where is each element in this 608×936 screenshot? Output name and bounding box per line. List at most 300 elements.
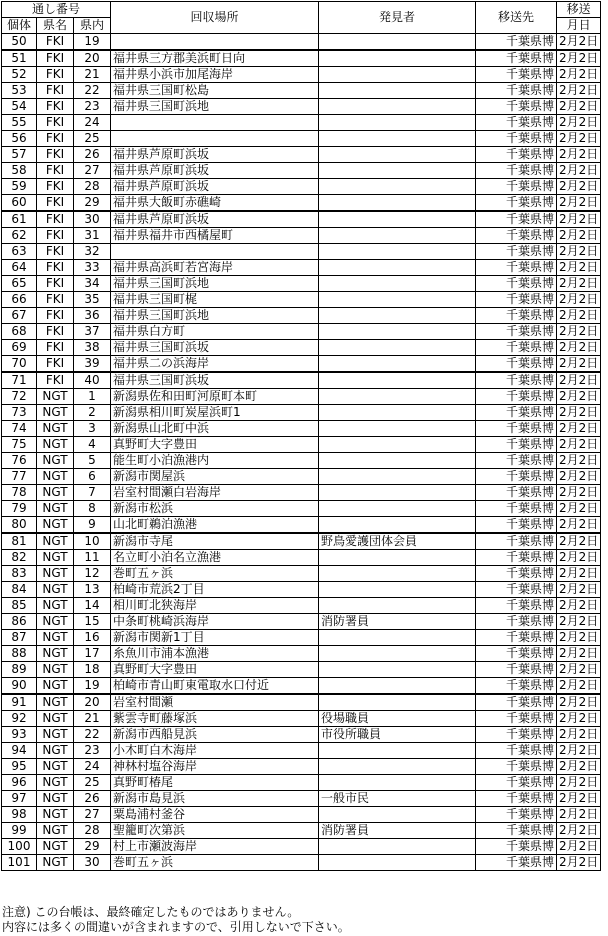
- cell-finder: [319, 292, 476, 308]
- ledger-body: [2, 34, 601, 871]
- cell-location: 岩室村間瀬白岩海岸: [111, 485, 319, 501]
- cell-location: 真野町大字豊田: [111, 662, 319, 678]
- cell-destination: 千葉県博: [476, 566, 557, 582]
- cell-individual: 61: [2, 211, 37, 228]
- cell-prefecture: NGT: [37, 453, 74, 469]
- cell-date: 2月2日: [557, 485, 601, 501]
- cell-prefecture: NGT: [37, 646, 74, 662]
- table-row: [2, 308, 601, 324]
- cell-within-pref: 19: [74, 678, 111, 695]
- cell-destination: 千葉県博: [476, 453, 557, 469]
- cell-within-pref: 39: [74, 356, 111, 373]
- cell-destination: 千葉県博: [476, 389, 557, 405]
- cell-prefecture: FKI: [37, 99, 74, 115]
- cell-prefecture: NGT: [37, 485, 74, 501]
- cell-within-pref: 23: [74, 99, 111, 115]
- cell-date: 2月2日: [557, 356, 601, 373]
- cell-finder: [319, 743, 476, 759]
- cell-destination: 千葉県博: [476, 501, 557, 517]
- cell-date: 2月2日: [557, 115, 601, 131]
- cell-destination: 千葉県博: [476, 244, 557, 260]
- cell-finder: [319, 356, 476, 373]
- cell-prefecture: NGT: [37, 614, 74, 630]
- cell-individual: 85: [2, 598, 37, 614]
- cell-within-pref: 37: [74, 324, 111, 340]
- cell-prefecture: NGT: [37, 694, 74, 711]
- cell-date: 2月2日: [557, 469, 601, 485]
- cell-individual: 95: [2, 759, 37, 775]
- cell-destination: 千葉県博: [476, 630, 557, 646]
- cell-destination: 千葉県博: [476, 163, 557, 179]
- cell-location: 新潟市西船見浜: [111, 727, 319, 743]
- cell-within-pref: 31: [74, 228, 111, 244]
- cell-date: 2月2日: [557, 372, 601, 389]
- cell-destination: 千葉県博: [476, 678, 557, 695]
- cell-destination: 千葉県博: [476, 195, 557, 212]
- cell-individual: 73: [2, 405, 37, 421]
- cell-within-pref: 5: [74, 453, 111, 469]
- table-row: [2, 485, 601, 501]
- cell-finder: [319, 83, 476, 99]
- cell-individual: 58: [2, 163, 37, 179]
- table-row: [2, 437, 601, 453]
- cell-within-pref: 32: [74, 244, 111, 260]
- cell-location: 福井県三国町浜地: [111, 308, 319, 324]
- cell-individual: 53: [2, 83, 37, 99]
- cell-prefecture: NGT: [37, 405, 74, 421]
- cell-prefecture: NGT: [37, 550, 74, 566]
- cell-finder: [319, 678, 476, 695]
- cell-finder: [319, 662, 476, 678]
- cell-prefecture: NGT: [37, 582, 74, 598]
- cell-date: 2月2日: [557, 533, 601, 550]
- cell-individual: 67: [2, 308, 37, 324]
- header-finder: 発見者: [319, 2, 476, 34]
- cell-finder: [319, 630, 476, 646]
- cell-individual: 52: [2, 67, 37, 83]
- cell-date: 2月2日: [557, 131, 601, 147]
- cell-finder: [319, 34, 476, 51]
- header-month-day: 月日: [557, 18, 601, 34]
- table-row: [2, 228, 601, 244]
- cell-destination: 千葉県博: [476, 743, 557, 759]
- cell-prefecture: NGT: [37, 791, 74, 807]
- cell-finder: [319, 147, 476, 163]
- table-row: [2, 775, 601, 791]
- cell-individual: 51: [2, 50, 37, 67]
- cell-individual: 92: [2, 711, 37, 727]
- cell-within-pref: 40: [74, 372, 111, 389]
- table-row: [2, 662, 601, 678]
- table-row: [2, 533, 601, 550]
- cell-within-pref: 24: [74, 759, 111, 775]
- cell-within-pref: 27: [74, 807, 111, 823]
- cell-prefecture: NGT: [37, 598, 74, 614]
- cell-individual: 59: [2, 179, 37, 195]
- cell-individual: 99: [2, 823, 37, 839]
- cell-individual: 77: [2, 469, 37, 485]
- cell-finder: [319, 405, 476, 421]
- table-row: [2, 855, 601, 871]
- header-prefecture: 県名: [37, 18, 74, 34]
- cell-finder: [319, 694, 476, 711]
- cell-individual: 64: [2, 260, 37, 276]
- table-row: [2, 356, 601, 373]
- cell-destination: 千葉県博: [476, 260, 557, 276]
- cell-date: 2月2日: [557, 855, 601, 871]
- cell-location: 紫雲寺町藤塚浜: [111, 711, 319, 727]
- cell-prefecture: FKI: [37, 292, 74, 308]
- cell-destination: 千葉県博: [476, 99, 557, 115]
- ledger-table: [1, 1, 601, 871]
- cell-destination: 千葉県博: [476, 533, 557, 550]
- cell-within-pref: 7: [74, 485, 111, 501]
- cell-individual: 76: [2, 453, 37, 469]
- cell-location: 柏崎市荒浜2丁目: [111, 582, 319, 598]
- cell-destination: 千葉県博: [476, 372, 557, 389]
- cell-finder: 市役所職員: [319, 727, 476, 743]
- cell-location: 福井県三国町浜坂: [111, 372, 319, 389]
- cell-within-pref: 16: [74, 630, 111, 646]
- cell-location: 岩室村間瀬: [111, 694, 319, 711]
- cell-finder: [319, 228, 476, 244]
- cell-finder: [319, 646, 476, 662]
- cell-date: 2月2日: [557, 646, 601, 662]
- cell-individual: 62: [2, 228, 37, 244]
- table-row: [2, 421, 601, 437]
- cell-prefecture: FKI: [37, 228, 74, 244]
- cell-finder: [319, 163, 476, 179]
- cell-individual: 86: [2, 614, 37, 630]
- cell-date: 2月2日: [557, 292, 601, 308]
- cell-location: 福井県高浜町若宮海岸: [111, 260, 319, 276]
- cell-finder: [319, 276, 476, 292]
- table-row: [2, 598, 601, 614]
- cell-date: 2月2日: [557, 99, 601, 115]
- cell-within-pref: 26: [74, 791, 111, 807]
- header-destination: 移送先: [476, 2, 557, 34]
- cell-date: 2月2日: [557, 421, 601, 437]
- cell-within-pref: 35: [74, 292, 111, 308]
- table-row: [2, 99, 601, 115]
- disclaimer-line-2: 内容には多くの間違いが含まれますので、引用しないで下さい。: [2, 920, 350, 934]
- cell-location: 福井県三国町浜地: [111, 276, 319, 292]
- cell-within-pref: 25: [74, 775, 111, 791]
- cell-individual: 65: [2, 276, 37, 292]
- cell-individual: 83: [2, 566, 37, 582]
- cell-location: 新潟市関新1丁目: [111, 630, 319, 646]
- cell-individual: 93: [2, 727, 37, 743]
- cell-prefecture: FKI: [37, 211, 74, 228]
- cell-location: [111, 131, 319, 147]
- cell-destination: 千葉県博: [476, 711, 557, 727]
- cell-date: 2月2日: [557, 775, 601, 791]
- cell-location: 聖籠町次第浜: [111, 823, 319, 839]
- cell-prefecture: NGT: [37, 469, 74, 485]
- cell-location: 山北町鵜泊漁港: [111, 517, 319, 534]
- header-location: 回収場所: [111, 2, 319, 34]
- cell-location: 福井県三方郡美浜町日向: [111, 50, 319, 67]
- cell-individual: 74: [2, 421, 37, 437]
- cell-date: 2月2日: [557, 179, 601, 195]
- cell-prefecture: FKI: [37, 115, 74, 131]
- cell-within-pref: 6: [74, 469, 111, 485]
- cell-destination: 千葉県博: [476, 646, 557, 662]
- cell-finder: [319, 131, 476, 147]
- cell-individual: 98: [2, 807, 37, 823]
- cell-finder: [319, 324, 476, 340]
- cell-location: [111, 115, 319, 131]
- cell-prefecture: FKI: [37, 260, 74, 276]
- cell-destination: 千葉県博: [476, 469, 557, 485]
- cell-date: 2月2日: [557, 839, 601, 855]
- table-row: [2, 614, 601, 630]
- cell-location: 福井県小浜市加尾海岸: [111, 67, 319, 83]
- cell-finder: [319, 421, 476, 437]
- cell-destination: 千葉県博: [476, 340, 557, 356]
- cell-individual: 97: [2, 791, 37, 807]
- cell-destination: 千葉県博: [476, 550, 557, 566]
- disclaimer-notes: [2, 905, 350, 935]
- cell-within-pref: 24: [74, 115, 111, 131]
- cell-date: 2月2日: [557, 405, 601, 421]
- cell-individual: 82: [2, 550, 37, 566]
- table-row: [2, 405, 601, 421]
- cell-finder: [319, 550, 476, 566]
- header-row-top: [2, 2, 601, 18]
- cell-destination: 千葉県博: [476, 147, 557, 163]
- cell-location: 新潟市松浜: [111, 501, 319, 517]
- cell-location: 福井県三国町浜地: [111, 99, 319, 115]
- cell-finder: [319, 437, 476, 453]
- table-row: [2, 839, 601, 855]
- cell-location: 糸魚川市浦本漁港: [111, 646, 319, 662]
- cell-within-pref: 21: [74, 711, 111, 727]
- cell-destination: 千葉県博: [476, 228, 557, 244]
- cell-destination: 千葉県博: [476, 662, 557, 678]
- table-row: [2, 131, 601, 147]
- cell-destination: 千葉県博: [476, 83, 557, 99]
- cell-date: 2月2日: [557, 308, 601, 324]
- table-row: [2, 453, 601, 469]
- cell-within-pref: 12: [74, 566, 111, 582]
- cell-finder: [319, 485, 476, 501]
- cell-finder: [319, 67, 476, 83]
- cell-prefecture: NGT: [37, 533, 74, 550]
- cell-finder: [319, 308, 476, 324]
- cell-finder: [319, 582, 476, 598]
- cell-within-pref: 30: [74, 855, 111, 871]
- cell-within-pref: 26: [74, 147, 111, 163]
- cell-prefecture: FKI: [37, 50, 74, 67]
- cell-finder: [319, 453, 476, 469]
- cell-destination: 千葉県博: [476, 405, 557, 421]
- table-row: [2, 115, 601, 131]
- cell-finder: [319, 115, 476, 131]
- cell-location: 能生町小泊漁港内: [111, 453, 319, 469]
- table-row: [2, 260, 601, 276]
- table-row: [2, 678, 601, 695]
- table-row: [2, 646, 601, 662]
- cell-location: 小木町白木海岸: [111, 743, 319, 759]
- cell-destination: 千葉県博: [476, 292, 557, 308]
- cell-destination: 千葉県博: [476, 179, 557, 195]
- cell-date: 2月2日: [557, 630, 601, 646]
- disclaimer-line-1: 注意) この台帳は、最終確定したものではありません。: [2, 905, 300, 919]
- cell-finder: 消防署員: [319, 614, 476, 630]
- cell-date: 2月2日: [557, 743, 601, 759]
- cell-within-pref: 36: [74, 308, 111, 324]
- cell-individual: 96: [2, 775, 37, 791]
- cell-location: 巻町五ヶ浜: [111, 855, 319, 871]
- cell-within-pref: 19: [74, 34, 111, 51]
- cell-prefecture: NGT: [37, 823, 74, 839]
- cell-prefecture: FKI: [37, 67, 74, 83]
- cell-date: 2月2日: [557, 50, 601, 67]
- cell-location: 福井県福井市西橘屋町: [111, 228, 319, 244]
- cell-within-pref: 20: [74, 694, 111, 711]
- cell-individual: 101: [2, 855, 37, 871]
- cell-location: 福井県三国町梶: [111, 292, 319, 308]
- cell-individual: 54: [2, 99, 37, 115]
- cell-within-pref: 23: [74, 743, 111, 759]
- cell-location: 村上市瀬波海岸: [111, 839, 319, 855]
- table-row: [2, 340, 601, 356]
- cell-date: 2月2日: [557, 163, 601, 179]
- cell-prefecture: FKI: [37, 324, 74, 340]
- table-row: [2, 759, 601, 775]
- cell-destination: 千葉県博: [476, 115, 557, 131]
- cell-location: 福井県三国町松島: [111, 83, 319, 99]
- cell-finder: 消防署員: [319, 823, 476, 839]
- cell-within-pref: 4: [74, 437, 111, 453]
- cell-location: 巻町五ヶ浜: [111, 566, 319, 582]
- cell-prefecture: NGT: [37, 678, 74, 695]
- table-row: [2, 195, 601, 212]
- cell-destination: 千葉県博: [476, 50, 557, 67]
- cell-location: 福井県芦原町浜坂: [111, 179, 319, 195]
- cell-destination: 千葉県博: [476, 775, 557, 791]
- cell-location: 福井県白方町: [111, 324, 319, 340]
- cell-finder: [319, 759, 476, 775]
- cell-within-pref: 2: [74, 405, 111, 421]
- cell-date: 2月2日: [557, 582, 601, 598]
- cell-within-pref: 8: [74, 501, 111, 517]
- cell-within-pref: 22: [74, 83, 111, 99]
- table-row: [2, 791, 601, 807]
- cell-destination: 千葉県博: [476, 839, 557, 855]
- cell-prefecture: FKI: [37, 356, 74, 373]
- table-row: [2, 727, 601, 743]
- cell-finder: [319, 389, 476, 405]
- table-row: [2, 469, 601, 485]
- cell-date: 2月2日: [557, 67, 601, 83]
- cell-date: 2月2日: [557, 244, 601, 260]
- cell-destination: 千葉県博: [476, 791, 557, 807]
- cell-prefecture: NGT: [37, 501, 74, 517]
- cell-destination: 千葉県博: [476, 759, 557, 775]
- cell-destination: 千葉県博: [476, 727, 557, 743]
- cell-location: 福井県大飯町赤礁崎: [111, 195, 319, 212]
- cell-within-pref: 14: [74, 598, 111, 614]
- cell-date: 2月2日: [557, 694, 601, 711]
- cell-prefecture: FKI: [37, 83, 74, 99]
- cell-destination: 千葉県博: [476, 67, 557, 83]
- cell-date: 2月2日: [557, 614, 601, 630]
- cell-date: 2月2日: [557, 453, 601, 469]
- cell-date: 2月2日: [557, 228, 601, 244]
- cell-finder: [319, 855, 476, 871]
- cell-location: 新潟県佐和田町河原町本町: [111, 389, 319, 405]
- cell-individual: 89: [2, 662, 37, 678]
- cell-prefecture: FKI: [37, 147, 74, 163]
- cell-destination: 千葉県博: [476, 131, 557, 147]
- cell-within-pref: 33: [74, 260, 111, 276]
- cell-date: 2月2日: [557, 211, 601, 228]
- cell-prefecture: FKI: [37, 195, 74, 212]
- cell-finder: 一般市民: [319, 791, 476, 807]
- cell-destination: 千葉県博: [476, 694, 557, 711]
- cell-within-pref: 34: [74, 276, 111, 292]
- table-row: [2, 83, 601, 99]
- cell-location: 名立町小泊名立漁港: [111, 550, 319, 566]
- cell-location: 真野町椿尾: [111, 775, 319, 791]
- cell-individual: 80: [2, 517, 37, 534]
- table-row: [2, 67, 601, 83]
- cell-prefecture: NGT: [37, 421, 74, 437]
- header-individual: 個体: [2, 18, 37, 34]
- cell-individual: 100: [2, 839, 37, 855]
- cell-destination: 千葉県博: [476, 276, 557, 292]
- cell-date: 2月2日: [557, 437, 601, 453]
- cell-destination: 千葉県博: [476, 823, 557, 839]
- cell-date: 2月2日: [557, 566, 601, 582]
- cell-within-pref: 11: [74, 550, 111, 566]
- cell-individual: 90: [2, 678, 37, 695]
- cell-date: 2月2日: [557, 276, 601, 292]
- cell-destination: 千葉県博: [476, 855, 557, 871]
- table-row: [2, 211, 601, 228]
- cell-finder: [319, 260, 476, 276]
- cell-individual: 60: [2, 195, 37, 212]
- cell-individual: 66: [2, 292, 37, 308]
- cell-finder: [319, 807, 476, 823]
- cell-location: [111, 244, 319, 260]
- cell-destination: 千葉県博: [476, 598, 557, 614]
- cell-individual: 71: [2, 372, 37, 389]
- cell-location: 福井県二の浜海岸: [111, 356, 319, 373]
- cell-prefecture: FKI: [37, 372, 74, 389]
- cell-location: 神林村塩谷海岸: [111, 759, 319, 775]
- cell-within-pref: 13: [74, 582, 111, 598]
- cell-individual: 70: [2, 356, 37, 373]
- table-row: [2, 276, 601, 292]
- table-row: [2, 807, 601, 823]
- cell-finder: [319, 517, 476, 534]
- cell-destination: 千葉県博: [476, 437, 557, 453]
- cell-individual: 91: [2, 694, 37, 711]
- cell-individual: 75: [2, 437, 37, 453]
- cell-prefecture: NGT: [37, 437, 74, 453]
- cell-finder: [319, 244, 476, 260]
- cell-within-pref: 38: [74, 340, 111, 356]
- cell-finder: [319, 469, 476, 485]
- cell-finder: [319, 211, 476, 228]
- cell-finder: [319, 566, 476, 582]
- cell-prefecture: NGT: [37, 775, 74, 791]
- cell-date: 2月2日: [557, 389, 601, 405]
- table-row: [2, 389, 601, 405]
